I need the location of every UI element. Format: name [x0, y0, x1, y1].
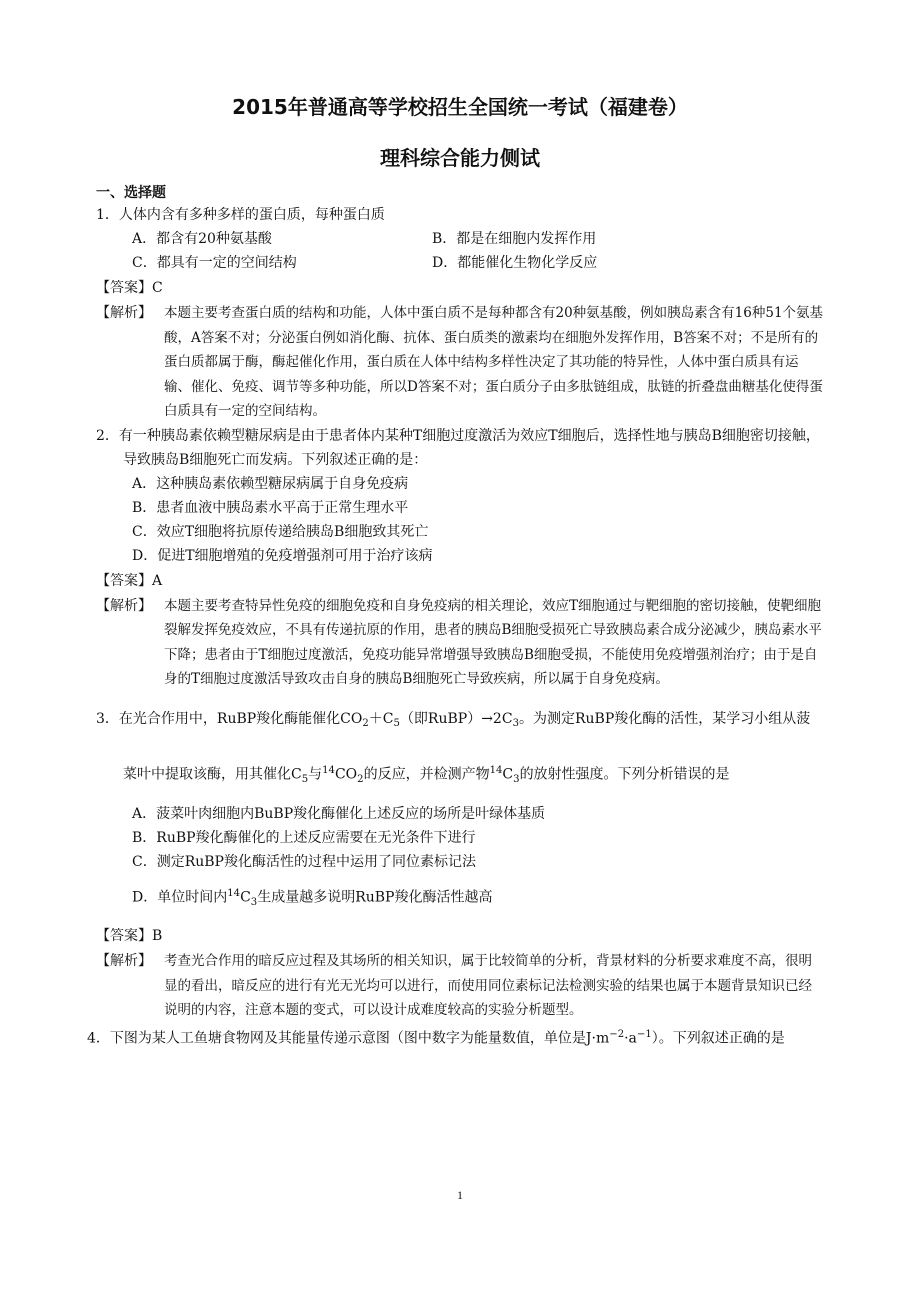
superscript: 14 [322, 764, 335, 776]
option-text: 生成量越多说明RuBP羧化酶活性越高 [257, 890, 493, 906]
stem-text: 4．下图为某人工鱼塘食物网及其能量传递示意图（图中数字为能量数值，单位是J·m [87, 1030, 610, 1047]
superscript: 14 [489, 764, 503, 776]
subscript: 5 [393, 717, 400, 729]
answer-line: 【答案】B [96, 928, 163, 945]
option-c: C．测定RuBP羧化酶活性的过程中运用了同位素标记法 [132, 854, 476, 871]
stem-text: 与 [308, 766, 323, 783]
option-b: B．都是在细胞内发挥作用 [432, 231, 597, 247]
superscript: −2 [609, 1028, 625, 1040]
stem-text: ·a [624, 1030, 637, 1047]
page-subtitle: 理科综合能力侧试 [380, 146, 540, 170]
question-2 [96, 424, 824, 692]
analysis-label: 【解析】 [96, 597, 152, 614]
option-a: A．菠菜叶肉细胞内BuBP羧化酶催化上述反应的场所是叶绿体基质 [132, 806, 546, 823]
option-b: B．患者血液中胰岛素水平高于正常生理水平 [132, 499, 409, 516]
subscript: 5 [301, 773, 309, 785]
section-heading: 一、选择题 [96, 185, 166, 201]
stem-text: ）。下列叙述正确的是 [651, 1030, 785, 1047]
option-c: C．都具有一定的空间结构 [132, 255, 297, 271]
analysis-block [96, 949, 824, 1023]
question-stem: 2．有一种胰岛素依赖型糖尿病是由于患者体内某种T细胞过度激活为效应T细胞后，选择性地与胰岛B细胞密切接触，导致胰岛B细胞死亡而发病。下列叙述正确的是： [96, 427, 820, 468]
option-list [96, 802, 824, 923]
question-1 [96, 203, 824, 424]
option-text: D．单位时间内 [132, 890, 228, 906]
superscript: −1 [636, 1028, 652, 1040]
option-a: A．这种胰岛素依赖型糖尿病属于自身免疫病 [132, 475, 409, 492]
option-list [96, 472, 824, 568]
option-c: C．效应T细胞将抗原传递给胰岛B细胞致其死亡 [132, 523, 429, 540]
answer-line: 【答案】A [96, 572, 163, 589]
question-3 [96, 696, 824, 1023]
analysis-label: 【解析】 [96, 305, 152, 321]
subscript: 3 [250, 897, 258, 909]
stem-text: ＋C [368, 710, 394, 727]
subscript: 2 [357, 773, 364, 785]
subscript: 3 [512, 717, 519, 729]
stem-text: 3．在光合作用中，RuBP羧化酶能催化CO [96, 710, 363, 727]
superscript: 14 [227, 888, 241, 900]
question-stem [87, 1023, 824, 1051]
question-stem [96, 696, 824, 803]
analysis-block [96, 594, 824, 692]
analysis-text: 本题主要考查特异性免疫的细胞免疫和自身免疫病的相关理论，效应T细胞通过与靶细胞的密切接触，使靶细胞裂解发挥免疫效应，不具有传递抗原的作用，患者的胰岛B细胞受损死亡导致胰岛素合成分泌减少，胰岛素水平下降；患者由于T细胞过度激活，免疫功能异常增强导致胰岛B细胞受损，不能使用免疫增强剂治疗；由于是自身的T细胞过度激活导致攻击自身的胰岛B细胞死亡导致疾病，所以属于自身免疫病。 [164, 597, 822, 687]
option-list [96, 227, 824, 275]
analysis-label: 【解析】 [96, 953, 152, 970]
subscript: 2 [362, 717, 369, 729]
option-b: B．RuBP羧化酶催化的上述反应需要在无光条件下进行 [132, 830, 476, 847]
stem-text: CO [334, 766, 358, 783]
analysis-block [96, 301, 824, 424]
subscript: 3 [513, 773, 520, 785]
analysis-text: 考查光合作用的暗反应过程及其场所的相关知识，属于比较简单的分析，背景材料的分析要求难度不高，很明显的看出，暗反应的进行有光无光均可以进行，而使用同位素标记法检测实验的结果也属于本题背景知识已经说明的内容，注意本题的变式，可以设计成难度较高的实验分析题型。 [164, 953, 812, 1019]
analysis-text: 本题主要考查蛋白质的结构和功能，人体中蛋白质不是每种都含有20种氨基酸，例如胰岛素含有16种51个氨基酸，A答案不对；分泌蛋白例如消化酶、抗体、蛋白质类的激素均在细胞外发挥作用，B答案不对；不是所有的蛋白质都属于酶，酶起催化作用，蛋白质在人体中结构多样性决定了其功能的特异性，人体中蛋白质具有运输、催化、免疫、调节等多种功能，所以D答案不对；蛋白质分子由多肽链组成，肽链的折叠盘曲糖基化使得蛋白质具有一定的空间结构。 [164, 305, 824, 419]
page-title: 2015年普通高等学校招生全国统一考试（福建卷） [232, 95, 688, 119]
option-text: C [240, 890, 251, 906]
option-d: D．都能催化生物化学反应 [432, 255, 598, 271]
option-d [132, 874, 824, 923]
stem-text: （即RuBP）→2C [399, 710, 513, 727]
answer-line: 【答案】C [96, 280, 163, 296]
page-number: 1 [457, 1188, 463, 1202]
stem-text: 。为测定RuBP羧化酶的活性，某学习小组从菠菜叶中提取该酶，用其催化C [123, 710, 811, 783]
stem-text: 的放射性强度。下列分析错误的是 [519, 766, 730, 783]
question-4 [87, 1023, 824, 1051]
question-stem: 1．人体内含有多种多样的蛋白质，每种蛋白质 [96, 207, 385, 223]
option-d: D．促进T细胞增殖的免疫增强剂可用于治疗该病 [132, 547, 433, 564]
stem-text: 的反应，并检测产物 [363, 766, 490, 783]
option-a: A．都含有20种氨基酸 [132, 231, 272, 247]
stem-text: C [502, 766, 514, 783]
